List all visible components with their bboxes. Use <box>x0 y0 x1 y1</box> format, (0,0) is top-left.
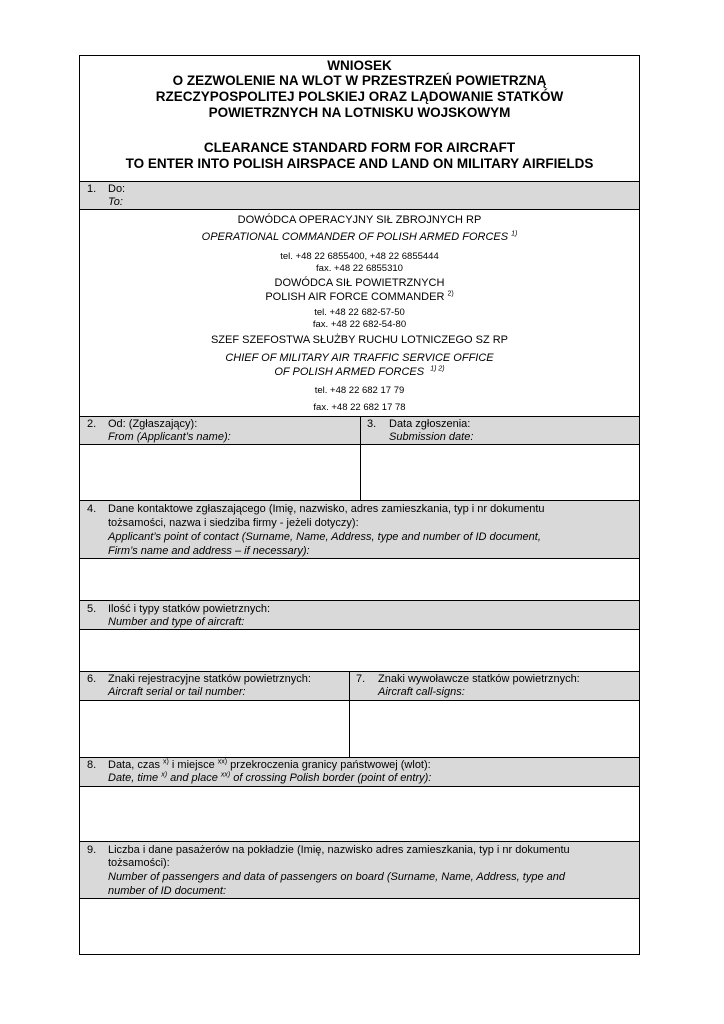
section-9-label-en: number of ID document: <box>108 885 227 897</box>
aircraft-callsign-field[interactable] <box>350 701 639 757</box>
addressee-name-en: OF POLISH ARMED FORCES $^{1) 2)}$ <box>274 365 445 378</box>
section-number: 6. <box>87 673 97 685</box>
title-line: POWIETRZNYCH NA LOTNISKU WOJSKOWYM <box>208 105 511 120</box>
addressee-fax: fax. +48 22 6855310 <box>316 263 403 274</box>
passengers-field[interactable] <box>80 899 639 954</box>
title-line: TO ENTER INTO POLISH AIRSPACE AND LAND ON MILITARY AIRFIELDS <box>125 156 594 171</box>
section-9-label-pl: tożsamości): <box>108 857 170 869</box>
section-number: 5. <box>87 603 97 615</box>
section-9-label-en: Number of passengers and data of passengers on board (Surname, Name, Address, type and <box>108 871 565 883</box>
addressee-tel: tel. +48 22 682 17 79 <box>314 385 405 396</box>
section-number: 7. <box>356 673 366 685</box>
submission-date-field[interactable] <box>361 445 639 500</box>
section-4-label-pl: tożsamości, nazwa i siedziba firmy - jeżeli dotyczy): <box>108 517 359 529</box>
section-number: 1. <box>87 183 97 195</box>
section-4-label-en: Firm’s name and address – if necessary): <box>108 545 310 557</box>
section-number: 2. <box>87 418 97 430</box>
addressee-name: DOWÓDCA OPERACYJNY SIŁ ZBROJNYCH RP <box>237 214 482 226</box>
addressee-name-en: POLISH AIR FORCE COMMANDER $^{2)}$ <box>265 290 454 303</box>
section-8-label-pl: Data, czas $^{x)}$ i miejsce $^{xx)}$ przekroczenia granicy państwowej (wlot): <box>108 758 431 771</box>
aircraft-serial-field[interactable] <box>80 701 349 757</box>
title-line: WNIOSEK <box>327 58 392 73</box>
section-1-label-pl: Do: <box>108 183 126 195</box>
addressee-name: SZEF SZEFOSTWA SŁUŻBY RUCHU LOTNICZEGO SZ RP <box>210 334 509 346</box>
section-3-label-en: Submission date: <box>389 431 474 443</box>
addressee-tel: tel. +48 22 682-57-50 <box>314 307 405 318</box>
aircraft-number-type-field[interactable] <box>80 630 639 671</box>
addressee-fax: fax. +48 22 682 17 78 <box>313 402 406 413</box>
addressee-tel: tel. +48 22 6855400, +48 22 6855444 <box>280 251 439 262</box>
section-7-label-pl: Znaki wywoławcze statków powietrznych: <box>378 673 580 685</box>
addressee-name: DOWÓDCA SIŁ POWIETRZNYCH <box>274 277 445 289</box>
section-number: 9. <box>87 844 97 856</box>
applicant-name-field[interactable] <box>80 445 360 500</box>
section-2-label-en: From (Applicant’s name): <box>108 431 231 443</box>
section-5-label-pl: Ilość i typy statków powietrznych: <box>108 603 271 615</box>
section-1-label-en: To: <box>108 196 123 208</box>
section-number: 8. <box>87 759 97 771</box>
section-2-label-pl: Od: (Zgłaszający): <box>108 418 198 430</box>
section-4-label-en: Applicant’s point of contact (Surname, Name, Address, type and number of ID document, <box>108 531 541 543</box>
section-number: 3. <box>367 418 377 430</box>
section-8-label-en: Date, time $^{x)}$ and place $^{xx)}$ of crossing Polish border (point of entry): <box>108 771 432 784</box>
applicant-contact-field[interactable] <box>80 559 639 600</box>
section-3-label-pl: Data zgłoszenia: <box>389 418 471 430</box>
section-number: 4. <box>87 503 97 515</box>
title-line: O ZEZWOLENIE NA WLOT W PRZESTRZEŃ POWIETRZNĄ <box>172 73 547 88</box>
section-4-label-pl: Dane kontaktowe zgłaszającego (Imię, nazwisko, adres zamieszkania, typ i nr dokumentu <box>108 503 545 515</box>
clearance-form <box>79 55 640 955</box>
addressee-fax: fax. +48 22 682-54-80 <box>312 319 407 330</box>
title-line: CLEARANCE STANDARD FORM FOR AIRCRAFT <box>203 140 516 155</box>
section-1-header <box>80 181 639 209</box>
section-9-label-pl: Liczba i dane pasażerów na pokładzie (Imię, nazwisko adres zamieszkania, typ i nr dokumentu <box>108 844 570 856</box>
section-6-label-pl: Znaki rejestracyjne statków powietrznych: <box>108 673 311 685</box>
section-6-label-en: Aircraft serial or tail number: <box>108 686 246 698</box>
section-7-label-en: Aircraft call-signs: <box>378 686 465 698</box>
section-5-label-en: Number and type of aircraft: <box>108 616 245 628</box>
border-crossing-field[interactable] <box>80 787 639 841</box>
title-line: RZECZYPOSPOLITEJ POLSKIEJ ORAZ LĄDOWANIE STATKÓW <box>155 89 564 104</box>
addressee-name-en: OPERATIONAL COMMANDER OF POLISH ARMED FORCES $^{1)}$ <box>201 230 518 243</box>
addressee-name-en: CHIEF OF MILITARY AIR TRAFFIC SERVICE OFFICE <box>225 352 494 364</box>
